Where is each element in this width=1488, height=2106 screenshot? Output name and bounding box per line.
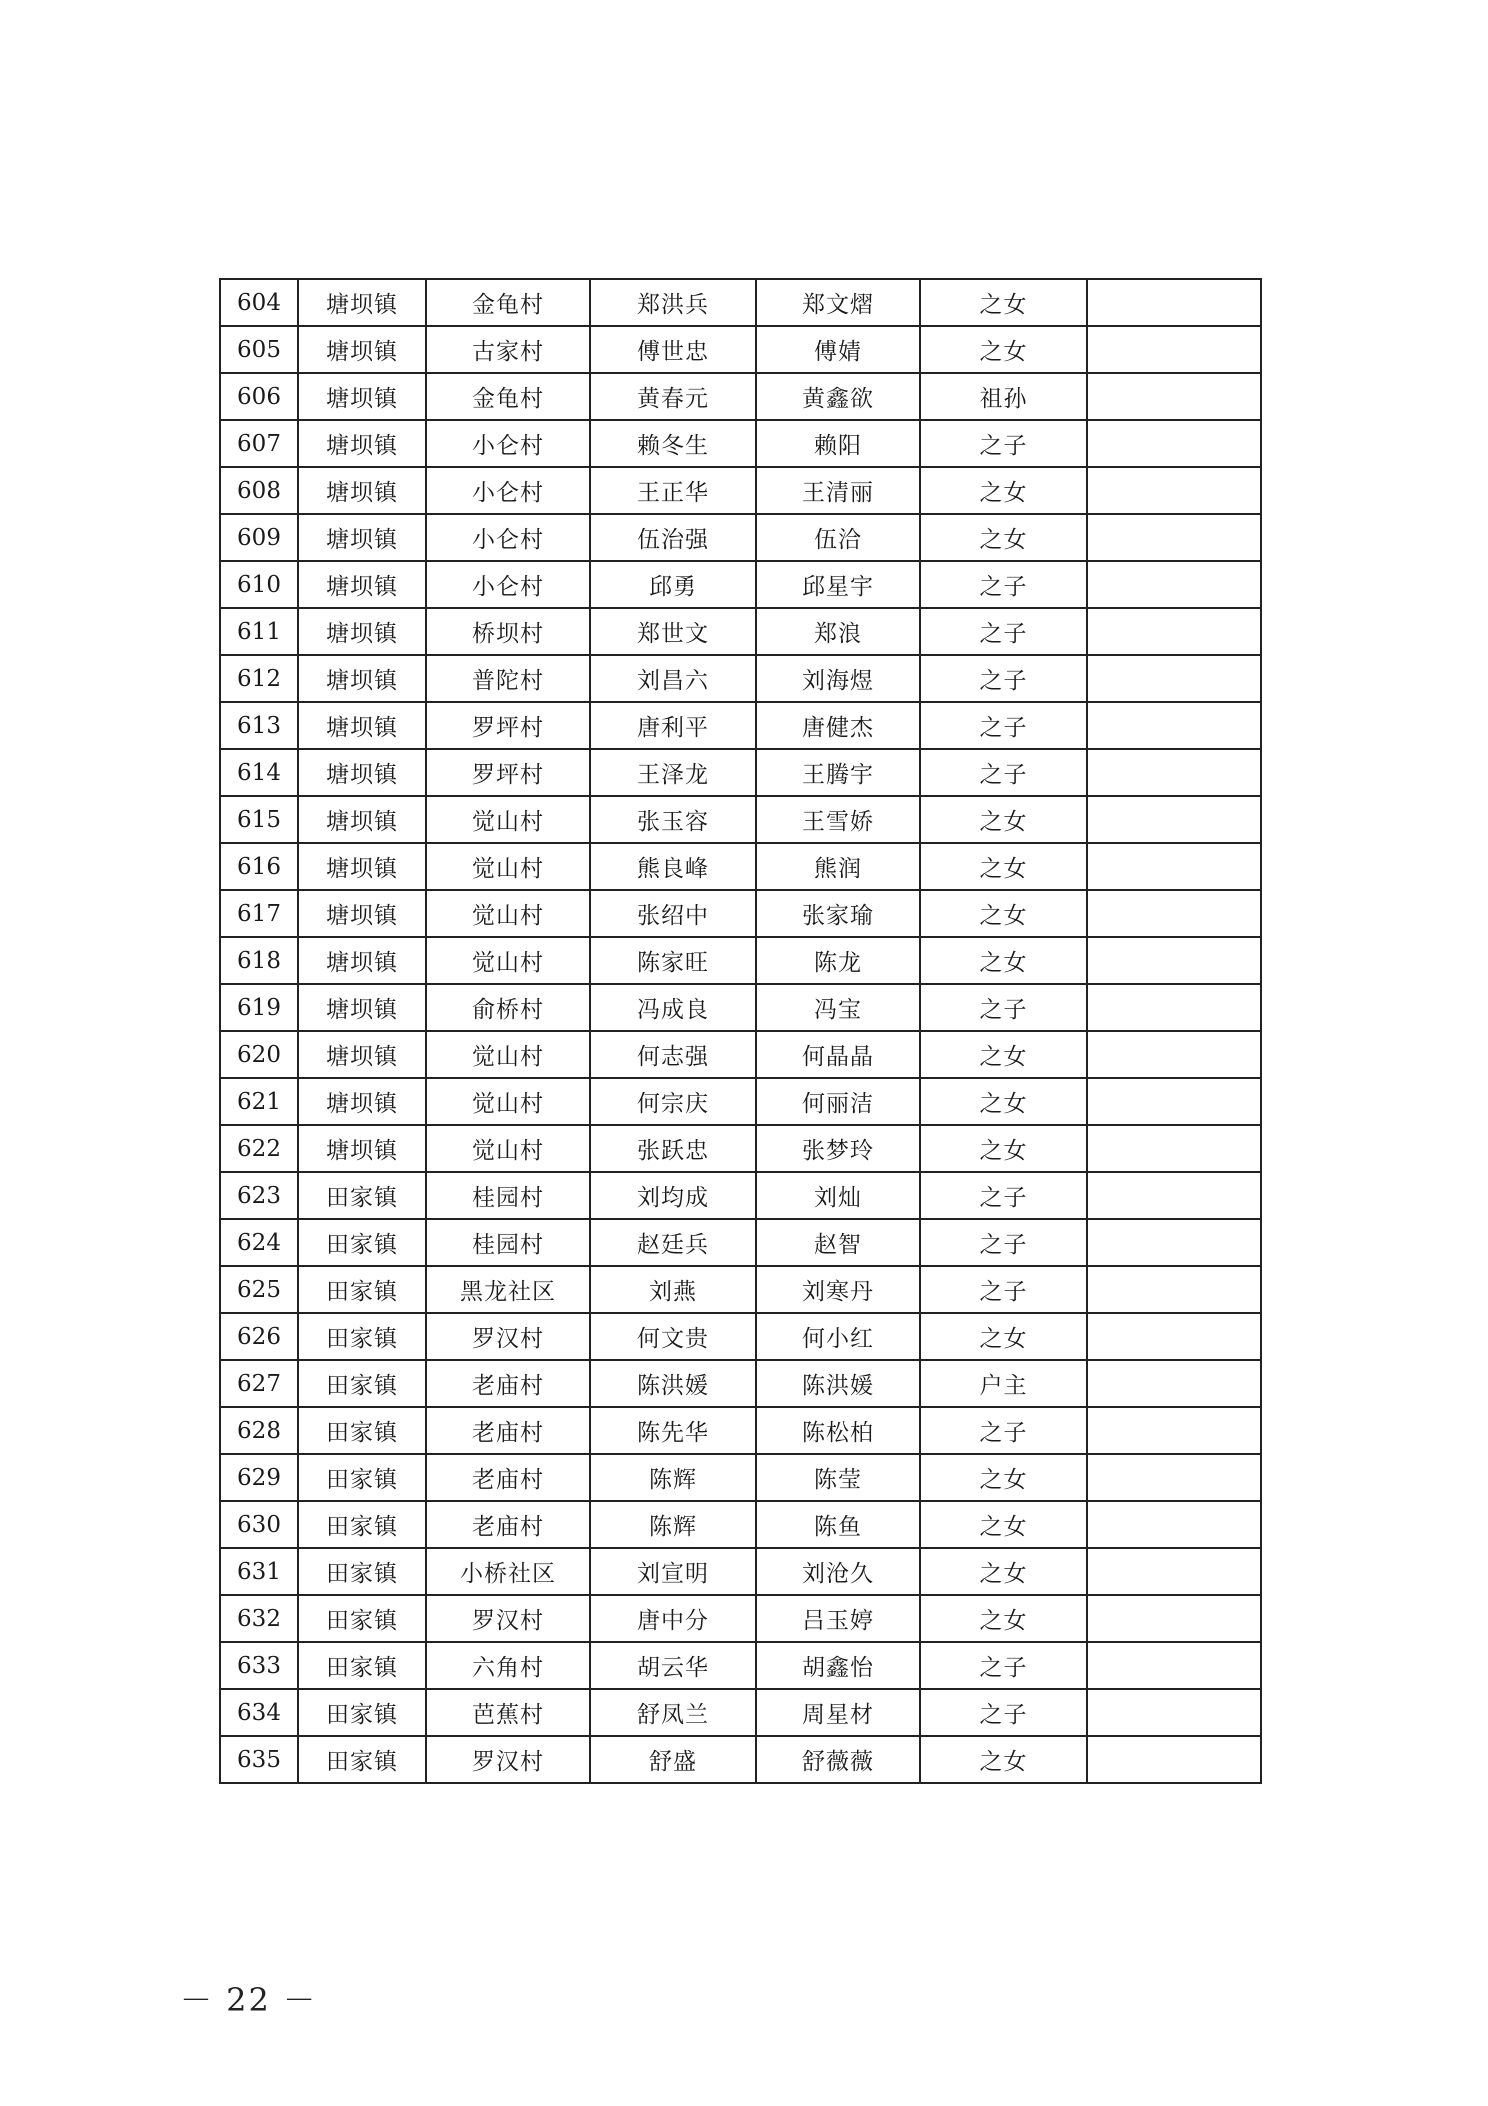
town-cell: 塘坝镇	[298, 749, 426, 796]
table-row	[220, 1078, 1261, 1125]
student-cell: 陈莹	[756, 1454, 920, 1501]
row-number: 634	[220, 1689, 298, 1736]
town-cell: 塘坝镇	[298, 514, 426, 561]
table-row	[220, 1172, 1261, 1219]
village-cell: 黑龙社区	[426, 1266, 590, 1313]
table-row	[220, 1689, 1261, 1736]
row-number: 606	[220, 373, 298, 420]
householder-cell: 刘均成	[590, 1172, 756, 1219]
table-row	[220, 1219, 1261, 1266]
householder-cell: 唐中分	[590, 1595, 756, 1642]
village-cell: 觉山村	[426, 843, 590, 890]
village-cell: 小仑村	[426, 561, 590, 608]
town-cell: 田家镇	[298, 1219, 426, 1266]
table-row	[220, 1548, 1261, 1595]
table-row	[220, 937, 1261, 984]
student-cell: 舒薇薇	[756, 1736, 920, 1783]
row-number: 622	[220, 1125, 298, 1172]
town-cell: 田家镇	[298, 1407, 426, 1454]
row-number: 620	[220, 1031, 298, 1078]
row-number: 630	[220, 1501, 298, 1548]
roster-body	[220, 279, 1261, 1783]
householder-cell: 张玉容	[590, 796, 756, 843]
village-cell: 罗汉村	[426, 1313, 590, 1360]
householder-cell: 舒凤兰	[590, 1689, 756, 1736]
row-number: 615	[220, 796, 298, 843]
student-cell: 王雪娇	[756, 796, 920, 843]
village-cell: 觉山村	[426, 1031, 590, 1078]
town-cell: 田家镇	[298, 1501, 426, 1548]
student-cell: 吕玉婷	[756, 1595, 920, 1642]
relation-cell: 之子	[920, 608, 1087, 655]
town-cell: 田家镇	[298, 1642, 426, 1689]
village-cell: 小仑村	[426, 514, 590, 561]
householder-cell: 张跃忠	[590, 1125, 756, 1172]
town-cell: 塘坝镇	[298, 1078, 426, 1125]
note-cell	[1087, 1548, 1261, 1595]
town-cell: 塘坝镇	[298, 561, 426, 608]
village-cell: 金龟村	[426, 279, 590, 326]
note-cell	[1087, 1125, 1261, 1172]
village-cell: 觉山村	[426, 1078, 590, 1125]
village-cell: 桥坝村	[426, 608, 590, 655]
note-cell	[1087, 1172, 1261, 1219]
householder-cell: 赵廷兵	[590, 1219, 756, 1266]
town-cell: 塘坝镇	[298, 1031, 426, 1078]
householder-cell: 刘宣明	[590, 1548, 756, 1595]
table-row	[220, 1407, 1261, 1454]
village-cell: 桂园村	[426, 1172, 590, 1219]
student-cell: 刘灿	[756, 1172, 920, 1219]
householder-cell: 刘昌六	[590, 655, 756, 702]
table-row	[220, 1266, 1261, 1313]
town-cell: 田家镇	[298, 1548, 426, 1595]
table-row	[220, 326, 1261, 373]
householder-cell: 伍治强	[590, 514, 756, 561]
village-cell: 觉山村	[426, 796, 590, 843]
town-cell: 田家镇	[298, 1595, 426, 1642]
note-cell	[1087, 467, 1261, 514]
student-cell: 冯宝	[756, 984, 920, 1031]
relation-cell: 之子	[920, 984, 1087, 1031]
village-cell: 觉山村	[426, 937, 590, 984]
student-cell: 刘沧久	[756, 1548, 920, 1595]
village-cell: 六角村	[426, 1642, 590, 1689]
table-row	[220, 514, 1261, 561]
table-row	[220, 1125, 1261, 1172]
row-number: 633	[220, 1642, 298, 1689]
relation-cell: 祖孙	[920, 373, 1087, 420]
note-cell	[1087, 279, 1261, 326]
village-cell: 桂园村	[426, 1219, 590, 1266]
village-cell: 罗汉村	[426, 1595, 590, 1642]
row-number: 624	[220, 1219, 298, 1266]
relation-cell: 之女	[920, 1454, 1087, 1501]
relation-cell: 之女	[920, 279, 1087, 326]
row-number: 617	[220, 890, 298, 937]
table-row	[220, 420, 1261, 467]
row-number: 632	[220, 1595, 298, 1642]
table-row	[220, 1360, 1261, 1407]
note-cell	[1087, 373, 1261, 420]
note-cell	[1087, 1313, 1261, 1360]
student-cell: 傅婧	[756, 326, 920, 373]
relation-cell: 之女	[920, 1031, 1087, 1078]
row-number: 625	[220, 1266, 298, 1313]
town-cell: 塘坝镇	[298, 796, 426, 843]
town-cell: 塘坝镇	[298, 890, 426, 937]
table-row	[220, 1313, 1261, 1360]
householder-cell: 陈家旺	[590, 937, 756, 984]
student-cell: 胡鑫怡	[756, 1642, 920, 1689]
relation-cell: 之女	[920, 1501, 1087, 1548]
householder-cell: 舒盛	[590, 1736, 756, 1783]
table-row	[220, 1595, 1261, 1642]
town-cell: 田家镇	[298, 1360, 426, 1407]
table-row	[220, 843, 1261, 890]
table-row	[220, 1736, 1261, 1783]
town-cell: 田家镇	[298, 1689, 426, 1736]
note-cell	[1087, 1078, 1261, 1125]
householder-cell: 熊良峰	[590, 843, 756, 890]
note-cell	[1087, 1642, 1261, 1689]
student-cell: 伍洽	[756, 514, 920, 561]
householder-cell: 黄春元	[590, 373, 756, 420]
relation-cell: 之子	[920, 1172, 1087, 1219]
row-number: 628	[220, 1407, 298, 1454]
table-row	[220, 608, 1261, 655]
town-cell: 塘坝镇	[298, 984, 426, 1031]
note-cell	[1087, 514, 1261, 561]
note-cell	[1087, 1595, 1261, 1642]
note-cell	[1087, 1360, 1261, 1407]
student-cell: 赵智	[756, 1219, 920, 1266]
householder-cell: 邱勇	[590, 561, 756, 608]
relation-cell: 之女	[920, 1078, 1087, 1125]
town-cell: 塘坝镇	[298, 420, 426, 467]
village-cell: 觉山村	[426, 1125, 590, 1172]
student-cell: 周星材	[756, 1689, 920, 1736]
village-cell: 老庙村	[426, 1360, 590, 1407]
table-row	[220, 467, 1261, 514]
note-cell	[1087, 1219, 1261, 1266]
table-row	[220, 279, 1261, 326]
householder-cell: 陈辉	[590, 1454, 756, 1501]
student-cell: 王腾宇	[756, 749, 920, 796]
relation-cell: 之子	[920, 1689, 1087, 1736]
note-cell	[1087, 420, 1261, 467]
row-number: 631	[220, 1548, 298, 1595]
relation-cell: 之女	[920, 1595, 1087, 1642]
note-cell	[1087, 1501, 1261, 1548]
row-number: 605	[220, 326, 298, 373]
note-cell	[1087, 702, 1261, 749]
student-cell: 何小红	[756, 1313, 920, 1360]
table-row	[220, 373, 1261, 420]
table-row	[220, 561, 1261, 608]
row-number: 626	[220, 1313, 298, 1360]
householder-cell: 陈辉	[590, 1501, 756, 1548]
student-cell: 黄鑫欲	[756, 373, 920, 420]
relation-cell: 之女	[920, 937, 1087, 984]
householder-cell: 王泽龙	[590, 749, 756, 796]
relation-cell: 之子	[920, 561, 1087, 608]
row-number: 613	[220, 702, 298, 749]
student-cell: 何丽洁	[756, 1078, 920, 1125]
row-number: 623	[220, 1172, 298, 1219]
householder-cell: 何文贵	[590, 1313, 756, 1360]
student-cell: 唐健杰	[756, 702, 920, 749]
row-number: 604	[220, 279, 298, 326]
note-cell	[1087, 937, 1261, 984]
householder-cell: 王正华	[590, 467, 756, 514]
row-number: 608	[220, 467, 298, 514]
relation-cell: 之子	[920, 1407, 1087, 1454]
relation-cell: 之女	[920, 514, 1087, 561]
student-cell: 张家瑜	[756, 890, 920, 937]
village-cell: 金龟村	[426, 373, 590, 420]
village-cell: 老庙村	[426, 1501, 590, 1548]
village-cell: 小仑村	[426, 467, 590, 514]
row-number: 619	[220, 984, 298, 1031]
town-cell: 塘坝镇	[298, 326, 426, 373]
student-cell: 陈洪媛	[756, 1360, 920, 1407]
row-number: 618	[220, 937, 298, 984]
town-cell: 塘坝镇	[298, 467, 426, 514]
student-cell: 何晶晶	[756, 1031, 920, 1078]
village-cell: 古家村	[426, 326, 590, 373]
note-cell	[1087, 1266, 1261, 1313]
householder-cell: 胡云华	[590, 1642, 756, 1689]
student-cell: 王清丽	[756, 467, 920, 514]
roster-table	[219, 278, 1262, 1784]
table-row	[220, 702, 1261, 749]
table-row	[220, 1501, 1261, 1548]
table-row	[220, 890, 1261, 937]
note-cell	[1087, 796, 1261, 843]
village-cell: 老庙村	[426, 1407, 590, 1454]
row-number: 616	[220, 843, 298, 890]
relation-cell: 之子	[920, 702, 1087, 749]
row-number: 627	[220, 1360, 298, 1407]
town-cell: 塘坝镇	[298, 373, 426, 420]
row-number: 611	[220, 608, 298, 655]
table-row	[220, 984, 1261, 1031]
row-number: 629	[220, 1454, 298, 1501]
note-cell	[1087, 1454, 1261, 1501]
town-cell: 塘坝镇	[298, 655, 426, 702]
householder-cell: 何宗庆	[590, 1078, 756, 1125]
student-cell: 邱星宇	[756, 561, 920, 608]
table-row	[220, 749, 1261, 796]
note-cell	[1087, 608, 1261, 655]
row-number: 635	[220, 1736, 298, 1783]
town-cell: 塘坝镇	[298, 937, 426, 984]
householder-cell: 郑世文	[590, 608, 756, 655]
householder-cell: 冯成良	[590, 984, 756, 1031]
student-cell: 郑浪	[756, 608, 920, 655]
relation-cell: 之女	[920, 1548, 1087, 1595]
town-cell: 塘坝镇	[298, 608, 426, 655]
village-cell: 小桥社区	[426, 1548, 590, 1595]
town-cell: 塘坝镇	[298, 702, 426, 749]
householder-cell: 陈洪媛	[590, 1360, 756, 1407]
householder-cell: 张绍中	[590, 890, 756, 937]
note-cell	[1087, 890, 1261, 937]
student-cell: 刘寒丹	[756, 1266, 920, 1313]
note-cell	[1087, 749, 1261, 796]
note-cell	[1087, 561, 1261, 608]
town-cell: 塘坝镇	[298, 1125, 426, 1172]
village-cell: 罗坪村	[426, 749, 590, 796]
table-row	[220, 796, 1261, 843]
relation-cell: 之女	[920, 1736, 1087, 1783]
note-cell	[1087, 1407, 1261, 1454]
village-cell: 罗坪村	[426, 702, 590, 749]
row-number: 614	[220, 749, 298, 796]
householder-cell: 何志强	[590, 1031, 756, 1078]
town-cell: 田家镇	[298, 1266, 426, 1313]
relation-cell: 之子	[920, 655, 1087, 702]
note-cell	[1087, 1689, 1261, 1736]
table-row	[220, 1454, 1261, 1501]
student-cell: 赖阳	[756, 420, 920, 467]
town-cell: 田家镇	[298, 1454, 426, 1501]
row-number: 610	[220, 561, 298, 608]
row-number: 612	[220, 655, 298, 702]
householder-cell: 陈先华	[590, 1407, 756, 1454]
village-cell: 罗汉村	[426, 1736, 590, 1783]
householder-cell: 傅世忠	[590, 326, 756, 373]
householder-cell: 刘燕	[590, 1266, 756, 1313]
village-cell: 老庙村	[426, 1454, 590, 1501]
relation-cell: 户主	[920, 1360, 1087, 1407]
note-cell	[1087, 655, 1261, 702]
relation-cell: 之女	[920, 326, 1087, 373]
relation-cell: 之女	[920, 1125, 1087, 1172]
table-row	[220, 1031, 1261, 1078]
relation-cell: 之女	[920, 890, 1087, 937]
table-row	[220, 655, 1261, 702]
householder-cell: 赖冬生	[590, 420, 756, 467]
student-cell: 熊润	[756, 843, 920, 890]
note-cell	[1087, 1031, 1261, 1078]
relation-cell: 之子	[920, 420, 1087, 467]
town-cell: 塘坝镇	[298, 843, 426, 890]
student-cell: 陈鱼	[756, 1501, 920, 1548]
relation-cell: 之女	[920, 796, 1087, 843]
student-cell: 郑文熠	[756, 279, 920, 326]
student-cell: 陈龙	[756, 937, 920, 984]
town-cell: 田家镇	[298, 1313, 426, 1360]
town-cell: 田家镇	[298, 1736, 426, 1783]
relation-cell: 之女	[920, 1313, 1087, 1360]
row-number: 607	[220, 420, 298, 467]
relation-cell: 之女	[920, 467, 1087, 514]
relation-cell: 之子	[920, 1266, 1087, 1313]
village-cell: 小仑村	[426, 420, 590, 467]
town-cell: 塘坝镇	[298, 279, 426, 326]
table-row	[220, 1642, 1261, 1689]
student-cell: 刘海煜	[756, 655, 920, 702]
village-cell: 觉山村	[426, 890, 590, 937]
note-cell	[1087, 1736, 1261, 1783]
householder-cell: 郑洪兵	[590, 279, 756, 326]
note-cell	[1087, 326, 1261, 373]
town-cell: 田家镇	[298, 1172, 426, 1219]
village-cell: 芭蕉村	[426, 1689, 590, 1736]
row-number: 621	[220, 1078, 298, 1125]
relation-cell: 之子	[920, 1642, 1087, 1689]
householder-cell: 唐利平	[590, 702, 756, 749]
student-cell: 陈松柏	[756, 1407, 920, 1454]
note-cell	[1087, 984, 1261, 1031]
note-cell	[1087, 843, 1261, 890]
page-number: － 22 －	[180, 1981, 318, 2019]
student-cell: 张梦玲	[756, 1125, 920, 1172]
village-cell: 俞桥村	[426, 984, 590, 1031]
village-cell: 普陀村	[426, 655, 590, 702]
relation-cell: 之子	[920, 1219, 1087, 1266]
relation-cell: 之子	[920, 749, 1087, 796]
row-number: 609	[220, 514, 298, 561]
relation-cell: 之女	[920, 843, 1087, 890]
